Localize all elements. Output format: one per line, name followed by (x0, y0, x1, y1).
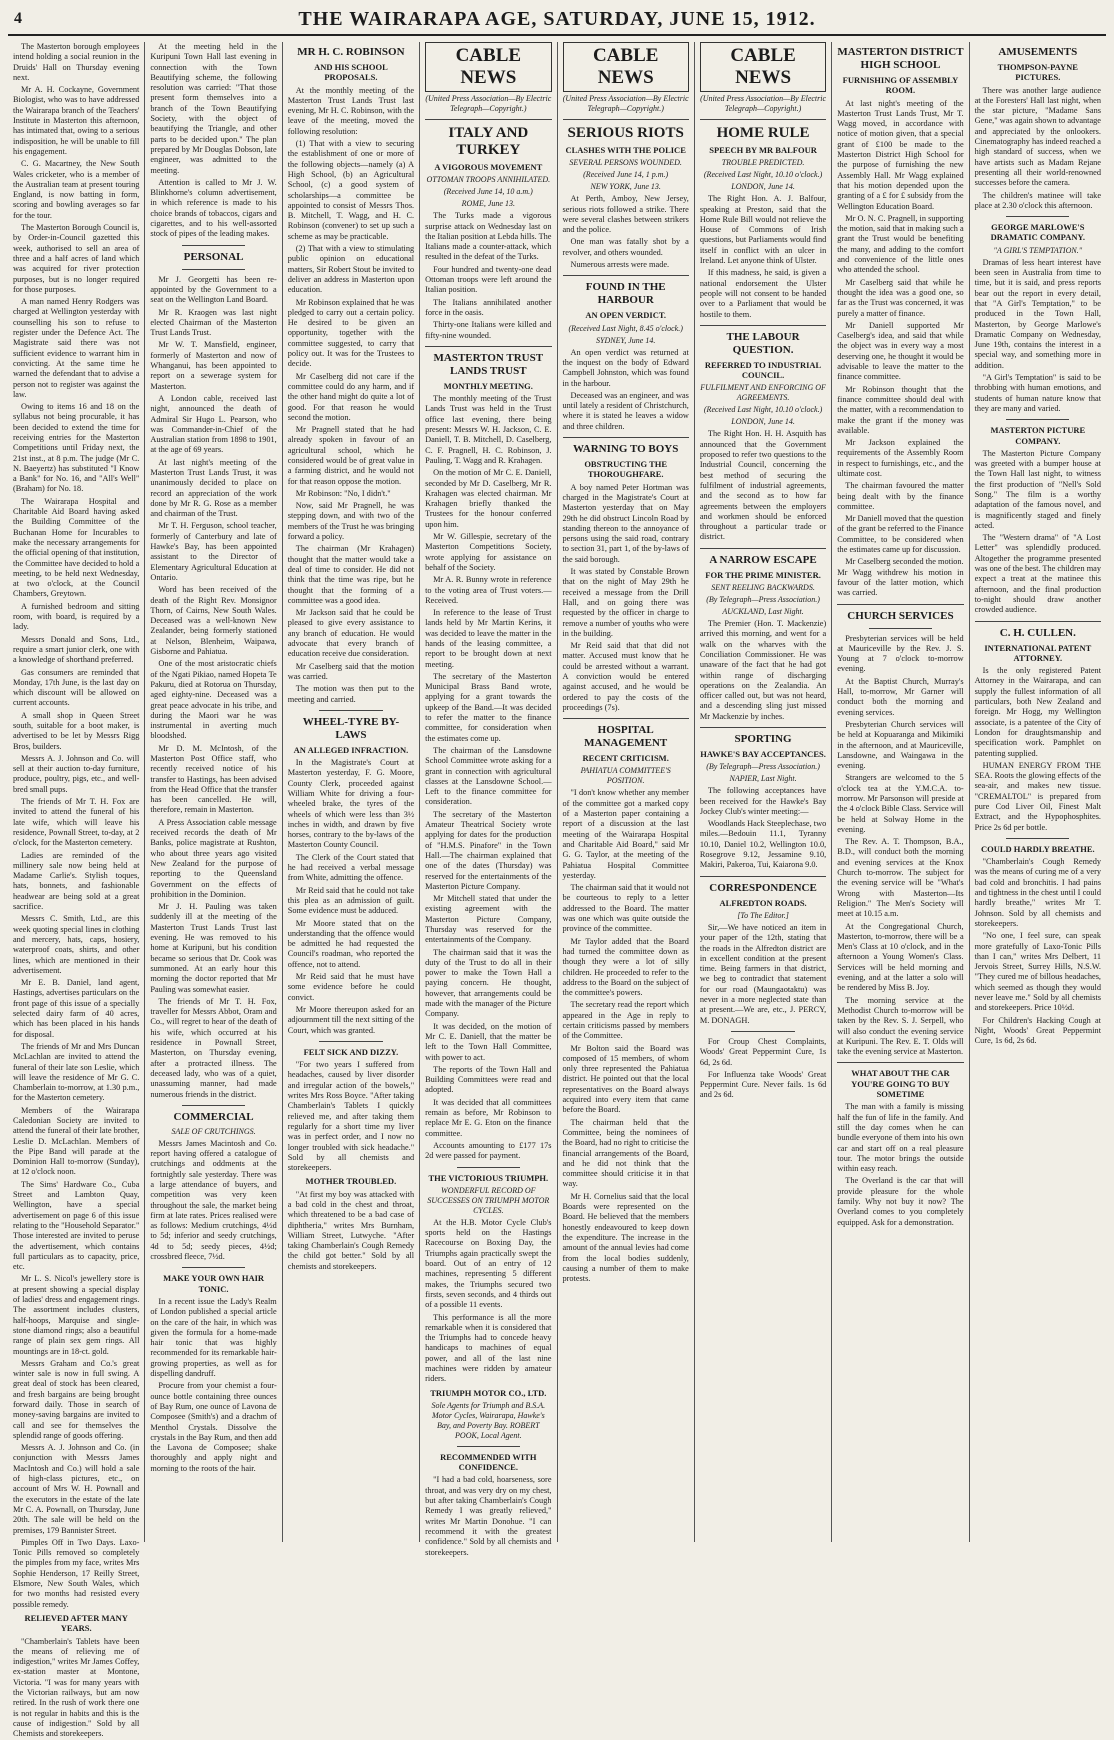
article-subheading: A VIGOROUS MOVEMENT (434, 162, 543, 172)
article-subheading: "A GIRL'S TEMPTATION." (993, 245, 1083, 255)
news-paragraph: Mr D. M. McIntosh, of the Masterton Post Office staff, who recently received notice of his transfer to Hastings, has been advised from the Head Office that the transfer has been cancelled. He will, therefore, remain in Masterton. (150, 743, 277, 815)
article-heading: SPORTING (734, 732, 792, 745)
article-subheading: FULFILMENT AND ENFORCING OF AGREEMENTS. (700, 383, 826, 403)
divider (457, 1167, 520, 1168)
article-heading: SERIOUS RIOTS (567, 125, 684, 141)
divider (975, 621, 1101, 622)
dateline: LONDON, June 14. (731, 182, 795, 192)
page-number: 4 (14, 10, 23, 27)
article-subheading: TROUBLE PREDICTED. (721, 158, 805, 168)
news-paragraph: For Croup Chest Complaints, Woods' Great Peppermint Cure, 1s 6d, 2s 6d. (699, 1036, 827, 1067)
received-line: (Received June 14, 10 a.m.) (443, 187, 533, 197)
news-paragraph: Accounts amounting to £177 17s 2d were passed for payment. (425, 1140, 552, 1161)
news-paragraph: "Chamberlain's Tablets have been the means of relieving me of indigestion," writes Mr James Coffey, ex-station master at Montone, Victoria. "I was for many years with the Victorian railways, but am now retired. In the rush of work there one is not regular in habits and this is the cause of indigestion." Sold by all Chemists and storekeepers. (13, 1636, 140, 1739)
news-paragraph: Mr Caselberg did not care if the committee could do any harm, and if the other hand might do quite a lot of good. For that reason he would second the motion. (287, 371, 415, 422)
news-paragraph: Procure from your chemist a four-ounce bottle containing three ounces of Bay Rum, one ounce of Lavona de Composee (Smith's) and a drachm of Menthol Crystals. Dissolve the crystals in the Bay Rum, and then add the Lavona de Composee; shake thoroughly and apply night and morning to the roots of the hair. (150, 1381, 277, 1473)
news-paragraph: C. G. Macartney, the New South Wales cricketer, who is a member of the Australian team at present touring England, is now batting in form, scoring and bowling averages so far for the tour. (13, 159, 140, 220)
news-paragraph: It was decided that all committees remain as before, Mr Robinson to replace Mr E. G. Eton on the finance committee. (425, 1097, 552, 1138)
news-paragraph: One of the most aristocratic chiefs of the Ngati Pikiao, named Hopeta Te Pakuru, died at Rotorua on Thursday, aged eighty-nine. Deceased was a great peace advocate in his tribe, and during the Maori war he was instrumental in averting much bloodshed. (150, 659, 277, 741)
article-heading: WHEEL-TYRE BY-LAWS (302, 715, 400, 741)
divider (1006, 216, 1069, 217)
news-paragraph: "I don't know whether any member of the committee got a marked copy of a Masterton paper containing a report of a discussion at the last meeting of the Wairarapa Hospital and Charitable Aid Board," said Mr G. G. Taylor, at the meeting of the Pahiatua Hospital Committee yesterday. (562, 788, 689, 880)
divider (425, 346, 551, 347)
news-paragraph: The Masterton Picture Company was greeted with a bumper house at the Town Hall last night, to witness the first production of "Nell's Sold Song." The film is a worthy adaptation of the famous novel, and is magnificently staged and finely acted. (974, 448, 1101, 530)
news-paragraph: At last night's meeting of the Masterton Trust Lands Trust, it was unanimously decided to place on record an appreciation of the work done by Mr R. G. Rose as a member and chairman of the Trust. (150, 457, 277, 519)
divider (700, 727, 826, 728)
news-paragraph: The Masterton borough employees intend holding a social reunion in the Druids' Hall on Thursday evening next. (13, 42, 140, 82)
divider (182, 245, 245, 246)
news-paragraph: For Children's Hacking Cough at Night, Woods' Great Peppermint Cure, 1s 6d, 2s 6d. (974, 1015, 1101, 1046)
news-paragraph: A London cable, received last night, announced the death of Admiral Sir Hugo L. Pearson, who was Commander-in-Chief of the Australian station from 1898 to 1901, at the age of 69 years. (150, 393, 277, 455)
news-paragraph: The Turks made a vigorous surprise attack on Wednesday last on the Italian position at Lebda hills. The Italians made a counter-attack, which resulted in the defeat of the Turks. (425, 211, 552, 262)
news-paragraph: The friends of Mr T. H. Fox are invited to attend the funeral of his late wife, which will leave his residence, Pownall Street, to-day, at 2 o'clock, for the Masterton cemetery. (13, 797, 140, 848)
news-paragraph: The monthly meeting of the Trust Lands Trust was held in the Trust office last evening, there being present: Messrs W. H. Jackson, C. E. Daniell, T. B. Mitchell, D. Caselberg, C. F. Pragnell, H. C. Robinson, J. Pauling, T. Wagg and R. Krahagen. (425, 394, 552, 465)
news-paragraph: The chairman (Mr Krahagen) thought that the matter would take a deal of time to consider. He did not think that the time was ripe, but he thought that the forming of a committee was a good idea. (287, 544, 415, 605)
news-paragraph: An open verdict was returned at the inquest on the body of Edward Campbell Johnston, which was found in the harbour. (562, 347, 689, 388)
article-subheading: MONTHLY MEETING. (443, 380, 533, 391)
news-paragraph: The friends of Mr and Mrs Duncan McLachlan are invited to attend the funeral of their late son Leslie, which will leave the residence of Mr G. C. Chamberlain to-morrow, at 1.30 p.m., for the Masterton cemetery. (13, 1041, 140, 1103)
news-paragraph: Thirty-one Italians were killed and fifty-nine wounded. (425, 320, 552, 340)
article-heading: MASTERTON PICTURE COMPANY. (990, 425, 1086, 446)
news-paragraph: "A Girl's Temptation" is said to be throbbing with human emotions, and students of human nature know that they are many and varied. (974, 373, 1101, 413)
news-paragraph: The Sims' Hardware Co., Cuba Street and Lambton Quay, Wellington, have a special advertisement on page 6 of this issue relating to the "Household Separator." Those interested are invited to peruse the advertisement, which contains full particulars as to capacity, price, etc. (13, 1179, 140, 1272)
news-paragraph: Word has been received of the death of the Right Rev. Monsignor Thorn, of Cairns, New South Wales. Deceased was a well-known New Zealander, being formerly stationed at Nelson, Blenheim, Waipawa, Gisborne and Pahiatua. (150, 585, 277, 657)
article-subheading: ALFREDTON ROADS. (719, 897, 807, 908)
news-paragraph: The friends of Mr T. H. Fox, traveller for Messrs Abbot, Oram and Co., will regret to hear of the death of his wife, which occurred at his residence in Pownall Street, Masterton, on Thursday evening, after a protracted illness. The deceased lady, who was of a quiet, unassuming manner, had made numerous friends in the district. (150, 996, 277, 1099)
news-paragraph: Now, said Mr Pragnell, he was stepping down, and with two of the members of the Trust he was bringing forward a policy. (287, 501, 415, 542)
news-paragraph: Mr Taylor added that the Board had turned the committee down as though they were a lot of silly children. He proceeded to refer to the address to the Board on the subject of the committee's powers. (562, 936, 689, 998)
news-paragraph: Mr Robinson: "No, I didn't." (295, 488, 391, 498)
article-heading: THE VICTORIOUS TRIUMPH. (428, 1172, 549, 1183)
news-paragraph: Mr Reid said that he could not take this plea as an admission of guilt. Some evidence must be adduced. (287, 885, 415, 916)
divider (700, 876, 826, 877)
news-paragraph: The Right Hon. H. H. Asquith has announced that the Government proposed to refer two questions to the Industrial Council, concerning the best method of securing the fulfilment of industrial agreements, and the second as to how far agreements between the employers and workmen should be enforced throughout a particular trade or district. (699, 429, 827, 542)
news-paragraph: The secretary read the report which appeared in the Age in reply to certain criticisms passed by members of the Committee. (562, 1000, 689, 1041)
news-paragraph: Mr T. H. Ferguson, school teacher, formerly of Canterbury and late of Hawke's Bay, has been appointed assistant to the Director of Elementary Agricultural Education at Ontario. (150, 521, 277, 582)
news-paragraph: Messrs A. J. Johnson and Co. (in conjunction with Messrs James MacIntosh and Co.) will hold a sale of high-class pictures, etc., on account of Mrs W. H. Pownall and the executors in the estate of the late Mr C. A. Pownall, on Thursday, June 20th. The sale will be held on the premises, 179 Bannister Street. (13, 1443, 140, 1535)
news-paragraph: The secretary of the Masterton Amateur Theatrical Society wrote applying for dates for the production of "H.M.S. Pinafore" in the Town Hall.—The chairman explained that one of the dates (Thursday) was reserved for the entertainments of the Masterton Picture Company. (425, 809, 552, 891)
article-heading: MOTHER TROUBLED. (305, 1176, 397, 1187)
news-paragraph: The Italians annihilated another force in the oasis. (425, 297, 552, 317)
article-heading: A NARROW ESCAPE (709, 553, 817, 566)
section-heading: PERSONAL (183, 250, 244, 263)
news-paragraph: Messrs A. J. Johnson and Co. will sell at their auction to-day furniture, produce, poultry, pigs, etc., and well-bred small pups. (13, 753, 140, 794)
news-paragraph: Mr L. S. Nicol's jewellery store is at present showing a special display of ladies' dress and engagement rings. The assortment includes clusters, half-hoops, Marquise and single-stone diamond rings; also a beautiful range of plain sex gem rings. All mountings are in 18-ct. gold. (13, 1274, 140, 1356)
news-paragraph: Mr W. T. Mansfield, engineer, formerly of Masterton and now of Whanganui, has been appointed to report on a sewerage system for Masterton. (150, 340, 277, 391)
cable-credit: (United Press Association—By Electric Telegraph—Copyright.) (562, 94, 689, 113)
article-heading: HOSPITAL MANAGEMENT (584, 724, 668, 750)
article-heading: CORRESPONDENCE (709, 881, 817, 894)
article-heading: RECOMMENDED WITH CONFIDENCE. (440, 1451, 537, 1473)
divider (319, 1041, 382, 1042)
divider (563, 275, 689, 276)
cable-news-banner: CABLE NEWS (700, 42, 826, 92)
column-3 (283, 42, 420, 1542)
article-subheading: AN ALLEGED INFRACTION. (293, 744, 409, 755)
columns (8, 42, 1106, 1739)
advert-heading: TRIUMPH MOTOR CO., LTD. (430, 1387, 547, 1398)
column-4 (420, 42, 557, 1557)
news-paragraph: Messrs James Macintosh and Co. report having offered a catalogue of crutchings and oddments at the fortnightly sale yesterday. There was a large attendance of buyers, and competition was very keen throughout the sale, the market being firm at late rates. Prices realised were as follows: Medium crutchings, 4½d to 5d; inferior and seedy crutchings, 4d to 5d; seedy pieces, 4½d; crossbred fleece, 7½d. (150, 1138, 277, 1262)
news-paragraph: (2) That with a view to stimulating public opinion on educational matters, Sir Robert Stout be invited to deliver an address in Masterton upon education. (287, 244, 415, 295)
article-subheading: FOR THE PRIME MINISTER. (705, 569, 821, 580)
news-paragraph: Mr Bolton said the Board was composed of 15 members, of whom only three represented the Pahiatua district. He pointed out that the local representatives on the Board always acquired into every item that came before the Board. (562, 1043, 689, 1115)
article-subheading: OTTOMAN TROOPS ANNIHILATED. (426, 175, 551, 185)
divider (182, 1267, 245, 1268)
news-paragraph: HUMAN ENERGY FROM THE SEA. Roots the glowing effects of the sea-air, and makes new tissue. "CREMALTOL" is prepared from pure Cod Liver Oil, Finest Malt Extract, and the Hypophosphites. Price 2s 6d per bottle. (974, 760, 1101, 832)
news-paragraph: The man with a family is missing half the fun of life in the family. And still the day comes when he can bundle everyone of them into his own car and start off on a real pleasure tour. The motor brings the outside within easy reach. (837, 1102, 964, 1174)
news-paragraph: Mr Caselberg said that the motion was carried. (287, 661, 415, 681)
news-paragraph: The motion was then put to the meeting and carried. (287, 684, 415, 704)
cable-news-banner: CABLE NEWS (563, 42, 689, 92)
wire-credit: (By Telegraph—Press Association.) (706, 595, 820, 605)
news-paragraph: Messrs Donald and Sons, Ltd., require a smart junior clerk, one with a knowledge of shorthand preferred. (13, 634, 140, 665)
wire-credit: (By Telegraph—Press Association.) (706, 762, 820, 772)
divider (563, 437, 689, 438)
divider (837, 604, 963, 605)
news-paragraph: Mr R. Kraogen was last night elected Chairman of the Masterton Trust Lands Trust. (150, 307, 277, 338)
article-subheading: REFERRED TO INDUSTRIAL COUNCIL. (704, 359, 822, 381)
news-paragraph: "At first my boy was attacked with a bad cold in the chest and throat, which threatened to be a bad case of diphtheria," writes Mrs Burnham, William Street, Lutwyche. "After taking Chamberlain's Cough Remedy the child got better." Sold by all chemists and storekeepers. (287, 1189, 415, 1271)
dateline: LONDON, June 14. (731, 417, 795, 427)
news-paragraph: The Overland is the car that will provide pleasure for the whole family. Why not buy it now? The Overland comes to you completely equipped. Ask for a demonstration. (837, 1176, 964, 1227)
article-heading: COULD HARDLY BREATHE. (980, 843, 1095, 854)
news-paragraph: Mr Daniell supported Mr Caselberg's idea, and said that while the object was in every way a most deserving one, he thought it would be advisable to leave the matter to the finance committee. (837, 320, 964, 382)
divider (182, 269, 245, 270)
news-paragraph: A boy named Peter Hortman was charged in the Magistrate's Court at Masterton yesterday that on May 29th he did obstruct Lincoln Road by standing thereon to the annoyance of persons using the said road, contrary to section 31, part 1, of the by-laws of the said borough. (562, 482, 689, 564)
news-paragraph: At the Baptist Church, Murray's Hall, to-morrow, Mr Garner will conduct both the morning and evening services. (837, 676, 964, 717)
advert-body: Sole Agents for Triumph and B.S.A. Motor Cycles, Wairarapa, Hawke's Bay, and Poverty Bay. ROBERT POOK, Local Agent. (431, 1400, 546, 1440)
news-paragraph: Sir,—We have noticed an item in your paper of the 12th, stating that the roads in the Alfredton district are in excellent condition at the present time. Being farmers in that district, we beg to contradict that statement for our road (Maungaotaktu) was never in a more neglected state than at present.—We are, etc., J. PERCY, M. DONAGH. (699, 922, 827, 1025)
article-heading: FOUND IN THE HARBOUR (585, 281, 666, 307)
section-heading: COMMERCIAL (173, 1110, 254, 1123)
article-subheading: OBSTRUCTING THE THOROUGHFARE. (584, 459, 668, 480)
article-subheading: [To The Editor.] (737, 910, 789, 920)
cable-credit: (United Press Association—By Electric Telegraph—Copyright.) (425, 94, 552, 113)
dateline: SYDNEY, June 14. (596, 335, 656, 345)
article-subheading: SENT REELING BACKWARDS. (711, 583, 815, 593)
news-paragraph: Presbyterian services will be held at Mauriceville by the Rev. J. S. Young at 7 o'clock to-morrow evening. (837, 633, 964, 674)
article-heading: FELT SICK AND DIZZY. (303, 1046, 399, 1057)
column-8 (970, 42, 1106, 1542)
news-paragraph: A Press Association cable message received records the death of Mr Banks, police magistrate at Rushton, who about three years ago visited New Zealand for the purpose of reporting to the Queensland Government on the effects of prohibition in the Dominion. (150, 817, 277, 899)
news-paragraph: Mr E. B. Daniel, land agent, Hastings, advertises particulars on the front page of this issue of a specially selected dairy farm of 40 acres, which has been placed in his hands for disposal. (13, 978, 140, 1039)
news-paragraph: The children's matinee will take place at 2.30 o'clock this afternoon. (974, 190, 1101, 210)
article-heading: MR H. C. ROBINSON (297, 46, 405, 58)
news-paragraph: The "Western drama" of "A Lost Letter" was splendidly produced. Altogether the programme presented was one of the best. The children may expect a treat at the matinee this afternoon, and the final production to-night should draw another crowded audience. (974, 533, 1101, 615)
news-paragraph: It was stated by Constable Brown that on the night of May 29th he received a message from the Drill Hall, and on going there was requested by the officer in charge to remove a number of youths who were in the building. (562, 567, 689, 638)
news-paragraph: The Rev. A. T. Thompson, B.A., B.D., will conduct both the morning and evening services at the Knox Church to-morrow. The subject for the evening service will be "What's Wrong with Masterton—Its Religion." The Men's Society will meet at 10.15 a.m. (837, 837, 964, 919)
article-heading: GEORGE MARLOWE'S DRAMATIC COMPANY. (990, 222, 1085, 243)
divider (182, 1105, 245, 1106)
news-paragraph: Gas consumers are reminded that Monday, 17th June, is the last day on which discount will be allowed on current accounts. (13, 667, 140, 708)
news-paragraph: "Chamberlain's Cough Remedy was the means of curing me of a very bad cold and bronchitis. I had pains and tightness in the chest until I could hardly breathe," writes Mr T. Johnson. Sold by all chemists and storekeepers. (974, 857, 1101, 928)
news-paragraph: The Right Hon. A. J. Balfour, speaking at Preston, said that the Home Rule Bill would not relieve the House of Commons of Irish questions, but Parliaments would find itself in conflict with an ulcer in Ireland. Let anyone think of Ulster. (699, 194, 827, 266)
news-paragraph: Mr Mitchell stated that under the existing agreement with the Masterton Picture Company, Thursday was reserved for the entertainments of the Company. (425, 894, 552, 945)
divider (319, 710, 382, 711)
divider (700, 119, 826, 120)
news-paragraph: At last night's meeting of the Masterton Trust Lands Trust, Mr T. Wagg moved, in accordance with notice of motion given, that a special grant of £100 be made to the Masterton District High School for the purpose of furnishing the new Assembly Hall. Mr Wagg explained that his motion depended upon the granting of a £ for £ subsidy from the Wellington Education Board. (837, 98, 964, 211)
news-paragraph: Mr W. Gillespie, secretary of the Masterton Competitions Society, wrote applying for assistance on behalf of the Society. (425, 532, 552, 572)
article-subheading: AND HIS SCHOOL PROPOSALS. (314, 62, 388, 83)
news-paragraph: The Masterton Borough Council is, by Order-in-Council gazetted this week, authorised to sell an area of three and a half acres of land which was acquired for river protection purposes, but is no longer required for those purposes. (13, 223, 140, 294)
advert-subheading: INTERNATIONAL PATENT ATTORNEY. (984, 642, 1092, 663)
news-paragraph: It was decided, on the motion of Mr C. E. Daniell, that the matter be left to the Town Hall Committee, with power to act. (425, 1021, 552, 1062)
article-subheading: WONDERFUL RECORD OF SUCCESSES ON TRIUMPH MOTOR CYCLES. (427, 1185, 550, 1215)
news-paragraph: Messrs Graham and Co.'s great winter sale is now in full swing. A great deal of stock has been cleared, and fresh bargains are being brought forward daily. Those in search of money-saving bargains are invited to call and see for themselves the splendid range of goods offering. (13, 1358, 140, 1440)
divider (563, 119, 689, 120)
news-paragraph: The chairman said that it was the duty of the Trust to do all in their power to make the Town Hall a paying concern. He thought, however, that arrangements could be made with the manager of the Picture Company. (425, 947, 552, 1019)
news-paragraph: Attention is called to Mr J. W. Blinkhorne's column advertisement, in which reference is made to his choice brands of tobaccos, cigars and cigarettes, and to his well-assorted stock of pipes of the leading makes. (150, 177, 277, 239)
advert-heading: C. H. CULLEN. (999, 626, 1076, 639)
news-paragraph: The chairman said that it would not be courteous to reply to a letter addressed to the Board. The matter was one which was quite outside the province of the committee. (562, 883, 689, 934)
article-subheading: AN OPEN VERDICT. (585, 310, 667, 321)
section-subheading: SALE OF CRUTCHINGS. (171, 1126, 256, 1136)
news-paragraph: In the Magistrate's Court at Masterton yesterday, F. G. Moore, County Clerk, proceeded against William White for driving a four-wheeled brake, the tyres of the wheels of which were less than 3½ inches in width, and drawn by five horses, contrary to the by-laws of the Masterton County Council. (287, 758, 415, 850)
news-paragraph: Mr Moore thereupon asked for an adjournment till the next sitting of the Court, which was granted. (287, 1004, 415, 1035)
news-paragraph: Mr J. Georgetti has been re-appointed by the Government to a seat on the Wellington Land Board. (150, 274, 277, 305)
divider (457, 1446, 520, 1447)
divider (563, 718, 689, 719)
news-paragraph: Pimples Off in Two Days. Laxo-Tonic Pills removed so completely the pimples from my face, writes Mrs Sophie Henderson, 17 Reilly Street, Elsmore, New South Wales, which for two months had resisted every possible remedy. (13, 1537, 140, 1609)
article-heading: MASTERTON TRUST LANDS TRUST (433, 351, 544, 377)
article-subheading: THOMPSON-PAYNE PICTURES. (997, 62, 1078, 83)
divider (1006, 838, 1069, 839)
news-paragraph: There was another large audience at the Foresters' Hall last night, when the star picture, "Madame Sans Gene," was again shown to advantage and appreciated by the onlookers. Cinematography has indeed reached a high standard of success, when we have artists such as Madam Rejane presenting all their world-renowned successes before the camera. (974, 85, 1101, 188)
received-line: (Received Last Night, 10.10 o'clock.) (703, 170, 823, 180)
news-paragraph: Mr Pragnell stated that he had already spoken in favour of an agricultural school, which he considered would be of great value in a farming district, and he would not for that reason oppose the motion. (287, 425, 415, 486)
divider (837, 1062, 963, 1063)
news-paragraph: The following acceptances have been received for the Hawke's Bay Jockey Club's winter meeting:— (699, 786, 827, 816)
news-paragraph: Mr O. N. C. Pragnell, in supporting the motion, said that in making such a grant the Trust would be benefiting the many, and adding to the comfort and convenience of the little ones who attended the school. (837, 213, 964, 275)
article-subheading: SPEECH BY MR BALFOUR (709, 145, 817, 155)
news-paragraph: Mr A. H. Cockayne, Government Biologist, who was to have addressed the Wairarapa branch of the Teachers' Institute in Masterton this afternoon, has intimated that, owing to a serious indisposition, he will be unable to fill his engagement. (13, 85, 140, 156)
news-paragraph: In a recent issue the Lady's Realm of London published a special article on the care of the hair, in which was given the formula for a home-made hair tonic that was highly recommended for its remarkable hair-growing properties, as well as for dispelling dandruff. (150, 1296, 277, 1379)
cable-news-banner: CABLE NEWS (425, 42, 551, 92)
divider (869, 628, 932, 629)
news-paragraph: Owing to items 16 and 18 on the syllabus not being procurable, it has been decided to extend the time for receiving entries for the Masterton Competitions until Friday next, the 21st inst., at 8 p.m. The judge (Mr C. N. Baeyertz) has substituted "I Know a Bank" for No. 16, and "All's Well" (Braham) for No. 18. (13, 402, 140, 494)
divider (1006, 419, 1069, 420)
news-paragraph: The Wairarapa Hospital and Charitable Aid Board having asked the Building Committee of the Buchanan Home for Incurables to make the necessary arrangements for the official opening of that institution, the Committee have decided to hold a meeting, to be held next Wednesday, at two o'clock, at the Council Chambers, Greytown. (13, 496, 140, 599)
dateline: NEW YORK, June 13. (590, 182, 661, 192)
news-paragraph: Mr Robinson thought that the finance committee should deal with the matter, with a recommendation to make the grant if the money was available. (837, 384, 964, 435)
divider (731, 1031, 794, 1032)
article-subheading: FURNISHING OF ASSEMBLY ROOM. (842, 75, 959, 96)
article-heading: THE LABOUR QUESTION. (726, 330, 800, 356)
news-paragraph: Mr Reid said that he must have some evidence before he could convict. (287, 972, 415, 1002)
dateline: AUCKLAND, Last Night. (722, 607, 804, 617)
news-paragraph: The Clerk of the Court stated that he had received a verbal message from White, admitting the offence. (287, 852, 415, 883)
news-paragraph: Members of the Wairarapa Caledonian Society are invited to attend the funeral of their late brother, Leslie D. McLachlan. Members of the Pipe Band will parade at the Dominion Hall to-morrow (Sunday), at 12 o'clock noon. (13, 1105, 140, 1177)
column-6 (695, 42, 832, 1542)
news-paragraph: The Premier (Hon. T. Mackenzie) arrived this morning, and went for a walk on the wharves with the Conciliation Commissioner. He was unaware of the fact that he had got within range of discharging operations on the Zealandia. An officer called out, but was not heard, and a descending sling just missed Mr Mackenzie by inches. (699, 619, 827, 721)
news-paragraph: "For two years I suffered from headaches, caused by liver disorder and irregular action of the bowels," writes Mrs Ross Boyce. "After taking Chamberlain's Tablets I quickly relieved me, and after taking them regularly for a short time my liver was in perfect order, and I now no longer troubled with sick headache." Sold by all chemists and storekeepers. (287, 1060, 415, 1173)
news-paragraph: At the H.B. Motor Cycle Club's sports held on the Hastings Racecourse on Boxing Day, the Triumphs again practically swept the board. Out of an entry of 12 machines, representing 5 different makes, the Triumphs secured two firsts, seven seconds, and 4 thirds out of a possible 11 events. (425, 1217, 552, 1310)
divider (425, 119, 551, 120)
article-subheading: CLASHES WITH THE POLICE (565, 145, 686, 155)
news-paragraph: Mr Jackson said that he could be pleased to give every assistance to any branch of education. He would advocate that every branch of education receive due consideration. (287, 608, 415, 659)
news-paragraph: The secretary of the Masterton Municipal Brass Band wrote, applying for a grant towards the upkeep of the Band.—It was decided to refer the matter to the finance committee, for consideration when the estimates come up. (425, 671, 552, 743)
news-paragraph: Mr J. H. Pauling was taken suddenly ill at the meeting of the Masterton Trust Lands Trust last evening. He was removed to his home at Kuripuni, but his condition became so serious that Dr. Cook was summoned. At an early hour this morning the doctor reported that Mr Pauling was somewhat easier. (150, 902, 277, 994)
column-7 (832, 42, 969, 1542)
news-paragraph: One man was fatally shot by a revolver, and others wounded. (562, 237, 689, 257)
article-heading: MASTERTON DISTRICT HIGH SCHOOL (837, 46, 964, 71)
article-subheading: HAWKE'S BAY ACCEPTANCES. (700, 748, 826, 759)
news-paragraph: Mr Caselberg said that while he thought the idea was a good one, so far as the Trust was concerned, it was purely a matter of finance. (837, 277, 964, 318)
news-paragraph: At Perth, Amboy, New Jersey, serious riots followed a strike. There were several clashes between strikers and the police. (562, 194, 689, 235)
received-line: (Received Last Night, 10.10 o'clock.) (703, 405, 823, 415)
news-paragraph: Mr Moore stated that on the understanding that the offence would be admitted he had requested the Council's roadman, who reported the offence, not to attend. (287, 918, 415, 969)
news-paragraph: Deceased was an engineer, and was until lately a resident of Christchurch, where it is stated he leaves a widow and three children. (562, 390, 689, 431)
cable-credit: (United Press Association—By Electric Telegraph—Copyright.) (700, 94, 827, 113)
masthead (8, 4, 1106, 36)
news-paragraph: At the meeting held in the Kuripuni Town Hall last evening in connection with the Town Beautifying scheme, the following resolution was carried: "That those present form themselves into a branch of the Town Beautifying Society, with the object of beautifying the Triangle, and other parts to be decided upon." The plan prepared by Mr Douglas Dobson, late engineer, was admitted to the meeting. (150, 42, 277, 175)
news-paragraph: "I had a bad cold, hoarseness, sore throat, and was very dry on my chest, but after taking Chamberlain's Cough Remedy I was greatly relieved," writes Mr Martin Donohue. "I can recommend it with the greatest confidence." Sold by all chemists and storekeepers. (425, 1475, 552, 1557)
news-paragraph: This performance is all the more remarkable when it is considered that the Triumphs had to concede heavy handicaps to machines of equal power, and all of the last nine machines were ridden by amateur riders. (425, 1312, 552, 1384)
news-paragraph: Mr Reid said that that did not matter. Accused must know that he could be arrested without a warrant. A conviction would be entered against accused, and he would be ordered to pay the costs of the proceedings (7s). (562, 641, 689, 712)
advert-heading: WHAT ABOUT THE CAR YOU'RE GOING TO BUY SOMETIME (851, 1068, 950, 1100)
article-heading: RELIEVED AFTER MANY YEARS. (24, 1612, 128, 1634)
news-paragraph: If this madness, he said, is given a national endorsement the Ulster people will not consent to be handed over to a Parliament that would be hostile to them. (699, 268, 827, 319)
section-heading: CHURCH SERVICES (847, 609, 954, 622)
news-paragraph: Mr Caselberg seconded the motion. Mr Wagg withdrew his motion in favour of the latter motion, which was carried. (837, 557, 964, 598)
article-subheading: PAHIATUA COMMITTEE'S POSITION. (580, 766, 671, 786)
article-heading: ITALY AND TURKEY (448, 125, 529, 158)
news-paragraph: Mr H. Cornelius said that the local Boards were represented on the Board. He believed that the members honestly endeavoured to keep down the expenditure. The increase in the amount of the annual levies had come from the local bodies suddenly, causing a number of them to make protests. (562, 1191, 689, 1284)
article-heading: MAKE YOUR OWN HAIR TONIC. (163, 1273, 265, 1294)
news-paragraph: A man named Henry Rodgers was charged at Wellington yesterday with counselling his son to refuse to register under the Defence Act. The Magistrate said there was not sufficient evidence to warrant him in convicting. At the same time he warned the defendant that to advise a person not to register was against the law. (13, 297, 140, 399)
news-paragraph: Mr Daniell moved that the question of the grant be referred to the Finance Committee, to be considered when the estimates came up for discussion. (837, 514, 964, 555)
news-paragraph: At the Congregational Church, Masterton, to-morrow, there will be a Men's Class at 10 o'clock, and in the afternoon a Young Women's Class. Services will be held morning and evening, and at the latter a solo will be rendered by Miss B. Joy. (837, 921, 964, 993)
column-5 (558, 42, 695, 1542)
news-paragraph: The chairman held that the Committee, being the nominees of the Board, had no right to criticise the financial arrangements of the Board, and he did not think that the committee should criticise it in that way. (562, 1117, 689, 1189)
news-paragraph: Numerous arrests were made. (570, 260, 670, 270)
column-1 (8, 42, 145, 1739)
news-paragraph: Mr Robinson explained that he was pledged to carry out a certain policy. He desired to be given an opportunity, together with the committee suggested, to carry that policy out. It was for the Trustees to decide. (287, 297, 415, 369)
news-paragraph: Mr Jackson explained the requirements of the Assembly Room in respect to furnishings, etc., and the ultimate cost. (837, 438, 964, 478)
dateline: NAPIER, Last Night. (729, 774, 797, 784)
news-paragraph: Four hundred and twenty-one dead Ottoman troops were left around the Italian position. (425, 264, 552, 295)
divider (700, 548, 826, 549)
article-subheading: RECENT CRITICISM. (582, 753, 669, 764)
article-heading: WARNING TO BOYS (573, 443, 679, 456)
news-paragraph: At the monthly meeting of the Masterton Trust Lands Trust last evening, Mr H. C. Robinson, with the leave of the meeting, moved the following resolution: (287, 85, 415, 136)
news-paragraph: (1) That with a view to securing the establishment of one or more of the following objects—namely (a) A High School, (b) an Agricultural School, (c) a good system of scholarships—a committee be appointed to consist of Messrs Thos. B. Mitchell, T. Wagg, and H. C. Robinson (convener) to set up such a scheme as may be practicable. (287, 139, 415, 241)
newspaper-page (8, 4, 1106, 1739)
news-paragraph: On the motion of Mr C. E. Daniell, seconded by Mr D. Caselberg, Mr R. Krahagen was elected chairman. Mr Krahagen briefly thanked the Trustees for the honour conferred upon him. (425, 468, 552, 529)
dateline: ROME, June 13. (461, 199, 515, 209)
news-paragraph: Ladies are reminded of the millinery sale now being held at Madame Carlie's. Stylish toques, hats, bonnets, and fashionable headwear are being sold at a great sacrifice. (13, 850, 140, 912)
divider (700, 325, 826, 326)
article-heading: HOME RULE (716, 125, 810, 141)
news-paragraph: The chairman of the Lansdowne School Committee wrote asking for a grant in connection with agricultural classes at the Lansdowne School.—Left to the finance committee for consideration. (425, 745, 552, 807)
news-paragraph: The chairman favoured the matter being dealt with by the finance committee. (837, 481, 964, 511)
news-paragraph: "No one, I feel sure, can speak more gratefully of Laxo-Tonic Pills than I can," writes Mrs Delbert, 11 Jervois Street, Surrey Hills, N.S.W. "They cured me of billous headaches, which seemed as though they would never leave me." Sold by all chemists and storekeepers. Price 10½d. (974, 931, 1101, 1013)
article-subheading: SEVERAL PERSONS WOUNDED. (569, 158, 682, 168)
news-paragraph: Presbyterian Church services will be held at Kopuaranga and Mikimiki in the afternoon, and at Mauriceville, Lansdowne, and Waingawa in the evening. (837, 719, 964, 771)
news-paragraph: The reports of the Town Hall and Building Committees were read and adopted. (425, 1064, 552, 1095)
news-paragraph: Strangers are welcomed to the 5 o'clock tea at the Y.M.C.A. to-morrow. Mr Parsonson will preside at the 4 o'clock Bible Class. Service will be held at Solway Home in the evening. (837, 773, 964, 834)
section-heading: AMUSEMENTS (998, 46, 1078, 58)
news-paragraph: For Influenza take Woods' Great Peppermint Cure. Never fails. 1s 6d and 2s 6d. (699, 1069, 827, 1100)
received-line: (Received Last Night, 8.45 o'clock.) (568, 323, 683, 333)
masthead-title: THE WAIRARAPA AGE, SATURDAY, JUNE 15, 1912. (298, 8, 816, 30)
news-paragraph: Dramas of less heart interest have been seen in Australia from time to time, but it is said, and press reports bear out the report in every detail, that "A Girl's Temptation," to be produced in the Town Hall, Masterton, by George Marlowe's Dramatic Company on Wednesday, June 19th, contains the interest in a special way, and something more in addition. (974, 257, 1101, 370)
news-paragraph: Is the only registered Patent Attorney in the Wairarapa, and can supply the fullest information of all particulars, both New Zealand and foreign. Mr Hogg, my Wellington associate, is a patentee of the City of London for draughtsmanship and specification work. Pamphlet on patenting supplied. (974, 666, 1101, 758)
column-2 (145, 42, 282, 1542)
news-paragraph: Mr A. R. Bunny wrote in reference to the voting area of Trust voters.—Received. (425, 575, 552, 605)
news-paragraph: A furnished bedroom and sitting room, with board, is required by a lady. (13, 601, 140, 632)
news-paragraph: Woodlands Hack Steeplechase, two miles.—Bedouin 11.1, Tyranny 10.10, Daniel 10.2, Wellington 10.0, Rosegrove 9.12, Jessamine 9.10, Makiri, Pakeroa, Tui, Kaiarona 9.0. (699, 819, 827, 870)
news-paragraph: In reference to the lease of Trust lands held by Mr Martin Kerins, it was decided to leave the matter in the hands of the leasing committee, a report to be brought down at next meeting. (425, 608, 552, 669)
news-paragraph: The morning service at the Methodist Church to-morrow will be taken by the Rev. S. J. Serpell, who will also conduct the evening service at Kuripuni. The Rev. E. T. Olds will take the evening service at Masterton. (837, 995, 964, 1057)
news-paragraph: Messrs C. Smith, Ltd., are this week quoting special lines in clothing and mercery, hats, caps, hosiery, waterproof coats, shirts, and other lines, which are mentioned in their advertisement. (13, 914, 140, 975)
received-line: (Received June 14, 1 p.m.) (583, 170, 669, 180)
news-paragraph: A small shop in Queen Street south, suitable for a boot maker, is advertised to be let by Messrs Rigg Bros, builders. (13, 710, 140, 751)
